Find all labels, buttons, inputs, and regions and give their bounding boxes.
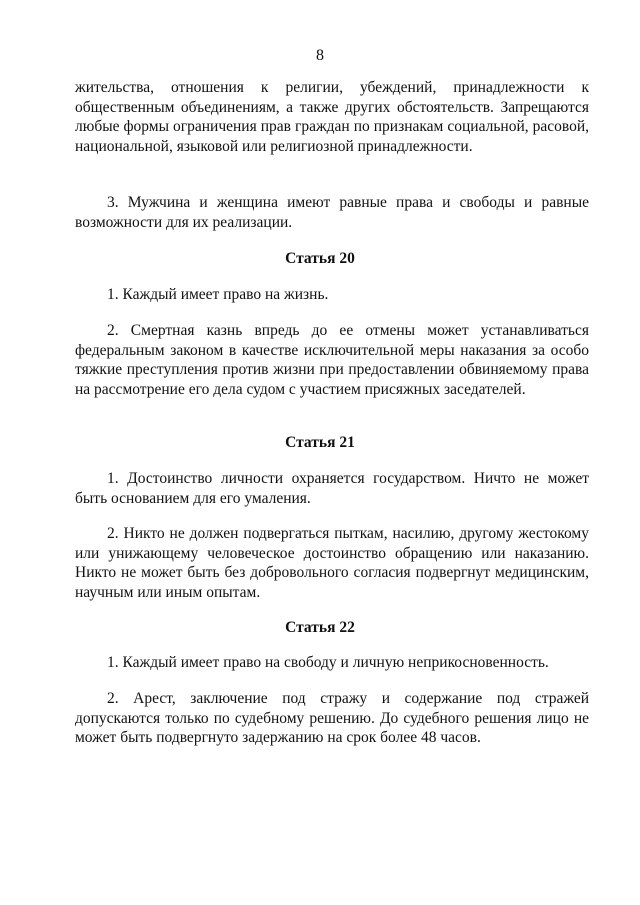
article-19-paragraph-3: 3. Мужчина и женщина имеют равные права и свободы и равные возможности для их реализации. [75, 194, 589, 231]
page-number: 8 [316, 47, 324, 64]
article-22-paragraph-1: 1. Каждый имеет право на свободу и личную неприкосновенность. [107, 654, 549, 671]
continuation-paragraph: жительства, отношения к религии, убеждений, принадлежности к общественным объединениям, а также других обстоятельств. Запрещаются любые формы ограничения прав граждан по признакам социальной, расовой, национальной, языковой или религиозной принадлежности. [75, 79, 589, 155]
article-22-title: Статья 22 [285, 619, 355, 636]
article-20-title: Статья 20 [285, 250, 355, 267]
article-21-paragraph-2: 2. Никто не должен подвергаться пыткам, насилию, другому жестокому или унижающему человеческое достоинство обращению или наказанию. Никто не может быть без добровольного согласия подвергнут медицинским, научным или иным опытам. [75, 525, 589, 601]
article-20-paragraph-1: 1. Каждый имеет право на жизнь. [107, 286, 329, 303]
article-20-paragraph-2: 2. Смертная казнь впредь до ее отмены может устанавливаться федеральным законом в качестве исключительной меры наказания за особо тяжкие преступления против жизни при предоставлении обвиняемому права на рассмотрение его дела судом с участием присяжных заседателей. [75, 322, 589, 398]
article-22-paragraph-2: 2. Арест, заключение под стражу и содержание под стражей допускаются только по судебному решению. До судебного решения лицо не может быть подвергнуто задержанию на срок более 48 часов. [75, 690, 589, 747]
article-21-paragraph-1: 1. Достоинство личности охраняется государством. Ничто не может быть основанием для его умаления. [75, 470, 589, 507]
article-21-title: Статья 21 [285, 434, 355, 451]
